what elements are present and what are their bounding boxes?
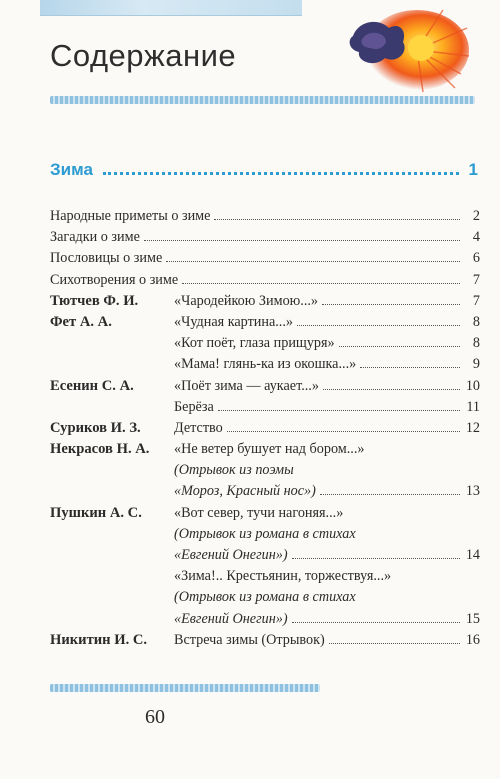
toc-leader-dots xyxy=(297,319,460,326)
toc-row xyxy=(50,376,480,397)
toc-row xyxy=(50,566,480,587)
toc-entry[interactable] xyxy=(174,354,480,375)
toc-row xyxy=(50,291,480,312)
toc-entry[interactable] xyxy=(50,206,480,227)
top-decorative-band xyxy=(40,0,302,16)
header-divider xyxy=(50,96,475,104)
toc-page-number: 6 xyxy=(472,250,480,267)
toc-row xyxy=(50,630,480,651)
toc-entry-title: «Мама! глянь-ка из окошка...» xyxy=(174,356,357,373)
toc-leader-dots xyxy=(292,616,460,623)
toc-entry-title: «Евгений Онегин») xyxy=(174,610,288,627)
toc-row xyxy=(50,397,480,418)
toc-leader-dots xyxy=(182,277,460,284)
toc-page-number: 13 xyxy=(465,483,480,500)
toc-row xyxy=(50,460,480,481)
toc-author: Никитин И. С. xyxy=(50,631,148,648)
toc-entry[interactable] xyxy=(174,460,480,481)
toc-entry[interactable] xyxy=(174,439,480,460)
toc-page-number: 16 xyxy=(465,631,480,648)
toc-entry-title: «Поёт зима — аукает...» xyxy=(174,377,319,394)
toc-entry-title: (Отрывок из романа в стихах xyxy=(174,525,356,542)
toc-entry-title: Народные приметы о зиме xyxy=(50,208,211,224)
toc-entry[interactable] xyxy=(174,503,480,524)
toc-page-number: 11 xyxy=(466,398,480,415)
toc-row xyxy=(50,481,480,502)
toc-row xyxy=(50,333,480,354)
toc-entry[interactable] xyxy=(174,587,480,608)
toc-entry[interactable] xyxy=(174,418,480,439)
toc-page-number: 15 xyxy=(465,610,480,627)
toc-author: Фет А. А. xyxy=(50,313,112,330)
toc-leader-dots xyxy=(292,552,460,559)
toc-row xyxy=(50,503,480,524)
toc-entry-title: Пословицы о зиме xyxy=(50,250,163,267)
toc-leader-dots xyxy=(329,637,460,644)
toc-entry[interactable] xyxy=(174,609,480,630)
toc-entry-title: (Отрывок из поэмы xyxy=(174,462,294,479)
toc-entry[interactable] xyxy=(174,566,480,587)
toc-leader-dots xyxy=(360,361,460,368)
toc-entry-title: «Евгений Онегин») xyxy=(174,547,288,563)
toc-author: Некрасов Н. А. xyxy=(50,441,150,458)
page-title: Содержание xyxy=(50,38,237,73)
toc-entry[interactable] xyxy=(174,524,480,545)
toc-row xyxy=(50,439,480,460)
toc-page-number: 9 xyxy=(472,356,480,373)
toc-entry-title: Сихотворения о зиме xyxy=(50,271,179,288)
toc-row xyxy=(50,354,480,375)
section-title: Зима xyxy=(50,160,93,179)
toc-row xyxy=(50,312,480,333)
page-number: 60 xyxy=(145,706,165,728)
toc-leader-dots xyxy=(339,340,460,347)
toc-row xyxy=(50,248,480,269)
toc-row xyxy=(50,545,480,566)
toc-entry-title: «Чудная картина...» xyxy=(174,313,293,330)
toc-entry-title: Встреча зимы (Отрывок) xyxy=(174,631,325,648)
toc-entry-title: Берёза xyxy=(174,398,214,415)
toc-leader-dots xyxy=(320,488,460,495)
toc-entry-title: Загадки о зиме xyxy=(50,229,140,246)
toc-leader-dots xyxy=(322,298,460,305)
toc-leader-dots xyxy=(323,383,460,390)
toc-author: Есенин С. А. xyxy=(50,377,134,394)
toc-entry[interactable] xyxy=(174,630,480,651)
toc-entry[interactable] xyxy=(174,545,480,566)
toc-page-number: 7 xyxy=(472,271,480,288)
toc-row xyxy=(50,587,480,608)
toc-leader-dots xyxy=(166,255,460,262)
table-of-contents xyxy=(50,206,480,651)
toc-entry-title: «Кот поёт, глаза прищуря» xyxy=(174,335,335,352)
toc-leader-dots xyxy=(218,404,460,411)
toc-entry[interactable] xyxy=(174,397,480,418)
section-page: 1 xyxy=(468,160,478,179)
toc-row xyxy=(50,524,480,545)
toc-entry-title: Детство xyxy=(174,419,223,436)
toc-entry-title: «Чародейкою Зимою...» xyxy=(174,292,319,309)
toc-page-number: 2 xyxy=(472,208,480,224)
toc-row xyxy=(50,227,480,248)
toc-leader-dots xyxy=(227,425,460,432)
toc-page-number: 12 xyxy=(465,419,480,436)
toc-author: Тютчев Ф. И. xyxy=(50,292,139,309)
toc-entry[interactable] xyxy=(50,248,480,269)
section-leader xyxy=(103,162,459,175)
toc-entry[interactable] xyxy=(174,291,480,312)
section-heading-winter xyxy=(50,160,478,184)
toc-entry[interactable] xyxy=(174,376,480,397)
toc-entry[interactable] xyxy=(50,227,480,248)
toc-page-number: 8 xyxy=(472,313,480,330)
toc-row xyxy=(50,206,480,227)
toc-row xyxy=(50,418,480,439)
footer-divider xyxy=(50,684,320,692)
toc-author: Пушкин А. С. xyxy=(50,504,142,521)
sun-illustration-icon xyxy=(345,8,470,93)
toc-entry-title: «Вот север, тучи нагоняя...» xyxy=(174,504,344,521)
toc-entry-title: «Зима!.. Крестьянин, торжествуя...» xyxy=(174,568,392,585)
toc-page-number: 10 xyxy=(465,377,480,394)
toc-row xyxy=(50,270,480,291)
toc-page-number: 8 xyxy=(472,335,480,352)
toc-entry[interactable] xyxy=(174,481,480,502)
toc-page-number: 4 xyxy=(472,229,480,246)
toc-leader-dots xyxy=(214,213,460,220)
toc-entry[interactable] xyxy=(50,270,480,291)
toc-row xyxy=(50,609,480,630)
toc-entry-title: (Отрывок из романа в стихах xyxy=(174,589,356,606)
toc-author: Суриков И. З. xyxy=(50,419,141,436)
toc-entry-title: «Мороз, Красный нос») xyxy=(174,483,316,500)
toc-entry[interactable] xyxy=(174,333,480,354)
toc-entry[interactable] xyxy=(174,312,480,333)
toc-page-number: 14 xyxy=(465,547,480,563)
toc-entry-title: «Не ветер бушует над бором...» xyxy=(174,441,365,458)
toc-leader-dots xyxy=(144,234,460,241)
toc-page-number: 7 xyxy=(472,292,480,309)
